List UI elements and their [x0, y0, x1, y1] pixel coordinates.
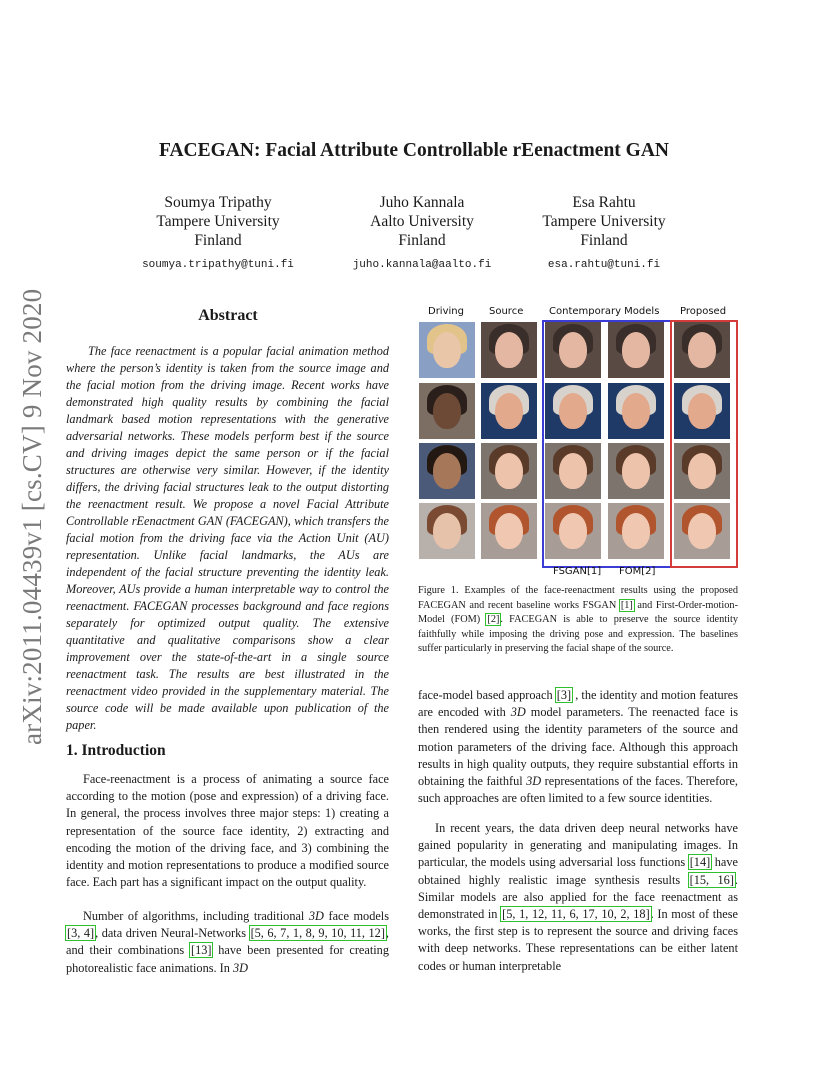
- author-name: Soumya Tripathy: [164, 194, 272, 211]
- abstract-text: The face reenactment is a popular facial animation method where the person’s identity is taken from the source image and the facial motion from the driving image. Recent works have demonstrated high quality results by combining the facial landmark based motion representations with the generative adversarial networks. These models perform best if the source and driving images depict the same person or if the facial structures are otherwise very similar. However, if the identity differs, the driving facial structures leak to the output distorting the reenactment result. We propose a novel Facial Attribute Controllable rEenactment GAN (FACEGAN), which transfers the facial motion from the driving face via the Action Unit (AU) representation. Unlike facial landmarks, the AUs are independent of the facial structure preventing the identity leak. Moreover, AUs provide a human interpretable way to control the reenactment. FACEGAN processes background and face regions separately for optimized output quality. The extensive quantitative and qualitative comparisons show a clear improvement over the state-of-the-art in a single source reenactment task. The results are best illustrated in the reenactment video provided in the supplementary material. The source code will be made available upon publication of the paper.: [66, 344, 389, 732]
- author-affiliation: Aalto University: [370, 213, 474, 230]
- citation-link[interactable]: [5, 6, 7, 1, 8, 9, 10, 11, 12]: [250, 926, 385, 941]
- face-shape: [433, 332, 461, 368]
- figure-label-fsgan: FSGAN[1]: [553, 566, 602, 577]
- face-shape: [433, 453, 461, 489]
- contemporary-models-box: [542, 320, 672, 568]
- figure-label-proposed: Proposed: [680, 306, 727, 317]
- citation-link[interactable]: [13]: [190, 943, 212, 958]
- intro-paragraph-4: In recent years, the data driven deep neural networks have gained popularity in generating and manipulating images. In particular, the models using adversarial loss functions [14] have obtained highly realistic image synthesis results [15, 16]. Similar models are also applied for the face reenactment as demonstrated in [5, 1, 12, 11, 6, 17, 10, 2, 18]. In most of these works, the first step is to represent the source and driving faces with deep networks. These representations can be either latent codes or human interpretable: [418, 821, 738, 973]
- proposed-box: [670, 320, 738, 568]
- face-image-source-row-3: [481, 443, 537, 499]
- author-email[interactable]: soumya.tripathy@tuni.fi: [142, 259, 294, 271]
- face-image-source-row-2: [481, 383, 537, 439]
- intro-paragraph-1: Face-reenactment is a process of animating a source face according to the motion (pose and expression) of a driving face. In general, the process involves three major steps: 1) creating a representation of the source face identity, 2) extracting and encoding the motion of the driving face, and 3) combining the identity and motion representations to produce a modified source face. Each part has a significant impact on the output quality.: [66, 772, 389, 890]
- figure-label-driving: Driving: [428, 306, 464, 317]
- face-shape: [433, 513, 461, 549]
- author-block-2: [322, 193, 522, 275]
- author-country: Finland: [580, 232, 628, 249]
- face-image-driving-row-4: [419, 503, 475, 559]
- face-shape: [433, 393, 461, 429]
- citation-link[interactable]: [15, 16]: [689, 872, 734, 887]
- face-shape: [495, 453, 523, 489]
- citation-link[interactable]: [5, 1, 12, 11, 6, 17, 10, 2, 18]: [502, 907, 650, 922]
- figure-label-fom: FOM[2]: [619, 566, 656, 577]
- intro-paragraph-2: Number of algorithms, including traditional 3D face models [3, 4], data driven Neural-Networks [5, 6, 7, 1, 8, 9, 10, 11, 12], and their combinations [13] have been presented for creating photorealistic face animations. In 3D: [66, 909, 390, 975]
- face-image-driving-row-2: [419, 383, 475, 439]
- author-email[interactable]: juho.kannala@aalto.fi: [352, 259, 492, 271]
- section-heading-introduction: 1. Introduction: [66, 742, 166, 759]
- citation-link[interactable]: [3]: [556, 688, 572, 702]
- author-affiliation: Tampere University: [156, 213, 280, 230]
- abstract-heading: Abstract: [198, 307, 258, 324]
- intro-paragraph-3: face-model based approach [3] , the identity and motion features are encoded with 3D model parameters. The reenacted face is then rendered using the identity parameters of the source and motion parameters of the driving face. Although this approach results in high quality outputs, they require substantial efforts in obtaining the faithful 3D representations of the faces. Therefore, such approaches are often limited to a few source identities.: [418, 688, 738, 806]
- author-name: Esa Rahtu: [572, 194, 636, 211]
- face-shape: [495, 332, 523, 368]
- citation-link[interactable]: [2]: [487, 614, 500, 625]
- face-shape: [495, 393, 523, 429]
- citation-link[interactable]: [3, 4]: [67, 926, 95, 941]
- citation-link[interactable]: [14]: [689, 855, 711, 870]
- face-shape: [495, 513, 523, 549]
- author-affiliation: Tampere University: [542, 213, 666, 230]
- face-image-source-row-4: [481, 503, 537, 559]
- paper-title: FACEGAN: Facial Attribute Controllable rEenactment GAN: [159, 140, 669, 161]
- figure-caption: Figure 1. Examples of the face-reenactment results using the proposed FACEGAN and recent baseline works FSGAN [1] and First-Order-motion-Model (FOM) [2]. FACEGAN is able to preserve the source identity faithfully while imposing the driving pose and expression. The baselines suffer particularly in preserving the facial shape of the source.: [418, 585, 739, 654]
- arxiv-side-stamp: arXiv:2011.04439v1 [cs.CV] 9 Nov 2020: [17, 288, 47, 745]
- figure-label-source: Source: [489, 306, 524, 317]
- citation-link[interactable]: [1]: [620, 599, 633, 611]
- figure-label-contemporary: Contemporary Models: [549, 306, 660, 317]
- author-email[interactable]: esa.rahtu@tuni.fi: [547, 259, 661, 271]
- face-image-driving-row-3: [419, 443, 475, 499]
- author-block-3: [504, 193, 704, 275]
- author-country: Finland: [194, 232, 242, 249]
- author-block-1: [118, 193, 318, 275]
- face-image-source-row-1: [481, 322, 537, 378]
- author-name: Juho Kannala: [379, 194, 465, 211]
- face-image-driving-row-1: [419, 322, 475, 378]
- author-country: Finland: [398, 232, 446, 249]
